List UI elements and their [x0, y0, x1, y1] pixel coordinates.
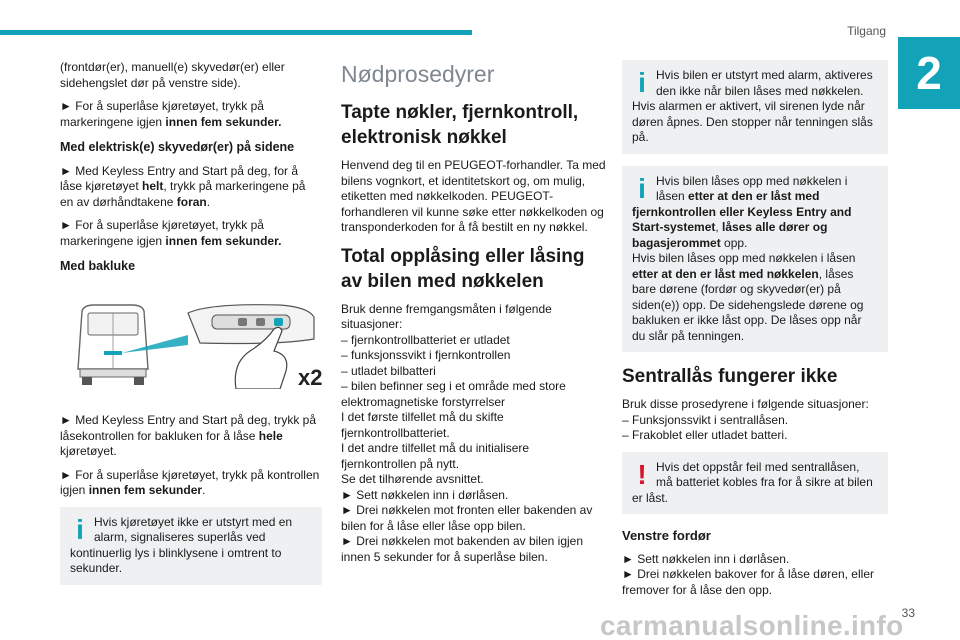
list-item: Bruk denne fremgangsmåten i følgende situasjoner: [341, 301, 552, 331]
tailgate-step-1: ► Med Keyless Entry and Start på deg, trykk på låsekontrollen for bakluken for å låse hele kjøretøyet. [60, 413, 316, 458]
warning-icon: ! [637, 458, 647, 490]
list-item: I det første tilfellet må du skifte fjernkontrollbatteriet. [341, 410, 504, 440]
list-item: ► Drei nøkkelen mot fronten eller bakenden av bilen for å låse eller låse opp bilen. [341, 503, 593, 533]
left-front-door-list [622, 552, 888, 599]
watermark: carmanualsonline.info [600, 610, 904, 640]
list-item: ► Drei nøkkelen bakover for å låse døren, eller fremover for å låse den opp. [622, 567, 874, 597]
column-2 [341, 60, 606, 565]
total-locking-list [341, 302, 606, 566]
list-item: – Frakoblet eller utladet batteri. [622, 428, 788, 442]
tailgate-step-2: ► For å superlåse kjøretøyet, trykk på kontrollen igjen innen fem sekunder. [60, 467, 320, 497]
list-item: – bilen befinner seg i et område med store elektromagnetiske forstyrrelser [341, 379, 566, 409]
heading-lost-keys: Tapte nøkler, fjernkontroll, elektronisk nøkkel [341, 102, 579, 148]
info-callout-alarm-key: i Hvis bilen er utstyrt med alarm, aktiveres den ikke når bilen låses med nøkkelen. Hvis alarmen er aktivert, vil sirenen lyde når døren åpnes. Den stopper når tenningen slås på. [622, 60, 888, 154]
central-locking-list [622, 397, 888, 444]
subheading-tailgate: Med bakluke [60, 259, 136, 273]
heading-left-front-door: Venstre fordør [622, 528, 711, 543]
chapter-heading: Nødprosedyrer [341, 61, 495, 87]
sliding-doors-step-2: ► For å superlåse kjøretøyet, trykk på markeringene igjen innen fem sekunder. [60, 218, 282, 248]
column-3 [622, 60, 888, 598]
info-callout-alarm: i Hvis kjøretøyet ikke er utstyrt med en alarm, signaliseres superlås ved kontinuerlig lys i blinklysene i omtrent to sekunder. [60, 507, 322, 585]
header-accent-bar [0, 30, 472, 35]
section-title: Tilgang [847, 24, 886, 38]
warning-callout: ! Hvis det oppstår feil med sentrallåsen, må batteriet kobles fra for å sikre at bilen er låst. [622, 452, 888, 515]
info-icon: i [638, 172, 646, 204]
lost-keys-text: Henvend deg til en PEUGEOT-forhandler. Ta med bilens vognkort, et identitetskort og, om mulig, etiketten med nøkkelkoden. PEUGEOT-forhandleren vil kunne søke etter nøkkelkoden og transponderkoden for å få bestilt en ny nøkkel. [341, 158, 606, 234]
intro-step: ► For å superlåse kjøretøyet, trykk på markeringene igjen innen fem sekunder. [60, 99, 282, 129]
tailgate-lock-illustration [60, 299, 322, 389]
list-item: – funksjonssvikt i fjernkontrollen [341, 348, 511, 362]
chapter-tab: 2 [898, 37, 960, 109]
list-item: ► Drei nøkkelen mot bakenden av bilen igjen innen 5 sekunder for å superlåse bilen. [341, 534, 584, 564]
heading-central-locking: Sentrallås fungerer ikke [622, 366, 838, 387]
list-item: – fjernkontrollbatteriet er utladet [341, 332, 510, 347]
subheading-sliding-doors: Med elektrisk(e) skyvedør(er) på sidene [60, 140, 295, 154]
press-twice-label: x2 [298, 364, 322, 389]
van-rear-icon [78, 305, 148, 385]
list-item: ► Sett nøkkelen inn i dørlåsen. [341, 487, 509, 502]
info-icon: i [638, 67, 646, 98]
sliding-doors-step-1: ► Med Keyless Entry and Start på deg, for å låse kjøretøyet helt, trykk på markeringene på en av dørhåndtakene foran. [60, 163, 306, 209]
info-callout-unlock: i Hvis bilen låses opp med nøkkelen i låsen etter at den er låst med fjernkontrollen eller Keyless Entry and Start-systemet, låses alle dører og bagasjerommet opp. Hvis bilen låses opp med nøkkelen i låsen etter at den er låst med nøkkelen, låses bare dørene (fordør og skyvedør(er) på siden(e)) opp. De sidehengslede dørene og bakluken er ikke låst opp. De låses opp når du slår på tenningen. [622, 166, 888, 353]
info-icon: i [76, 513, 84, 545]
list-item: ► Sett nøkkelen inn i dørlåsen. [622, 551, 790, 566]
intro-text: (frontdør(er), manuell(e) skyvedør(er) eller sidehengslet dør på venstre side). [60, 60, 285, 90]
list-item: – utladet bilbatteri [341, 363, 436, 378]
heading-total-locking: Total opplåsing eller låsing av bilen med nøkkelen [341, 245, 585, 292]
list-item: I det andre tilfellet må du initialisere fjernkontrollen på nytt. [341, 441, 530, 471]
handle-closeup-icon [188, 304, 314, 343]
column-1 [60, 60, 322, 597]
list-item: Se det tilhørende avsnittet. [341, 472, 484, 486]
list-item: – Funksjonssvikt i sentrallåsen. [622, 412, 789, 427]
list-item: Bruk disse prosedyrene i følgende situasjoner: [622, 397, 869, 411]
page-number: 33 [901, 606, 915, 620]
